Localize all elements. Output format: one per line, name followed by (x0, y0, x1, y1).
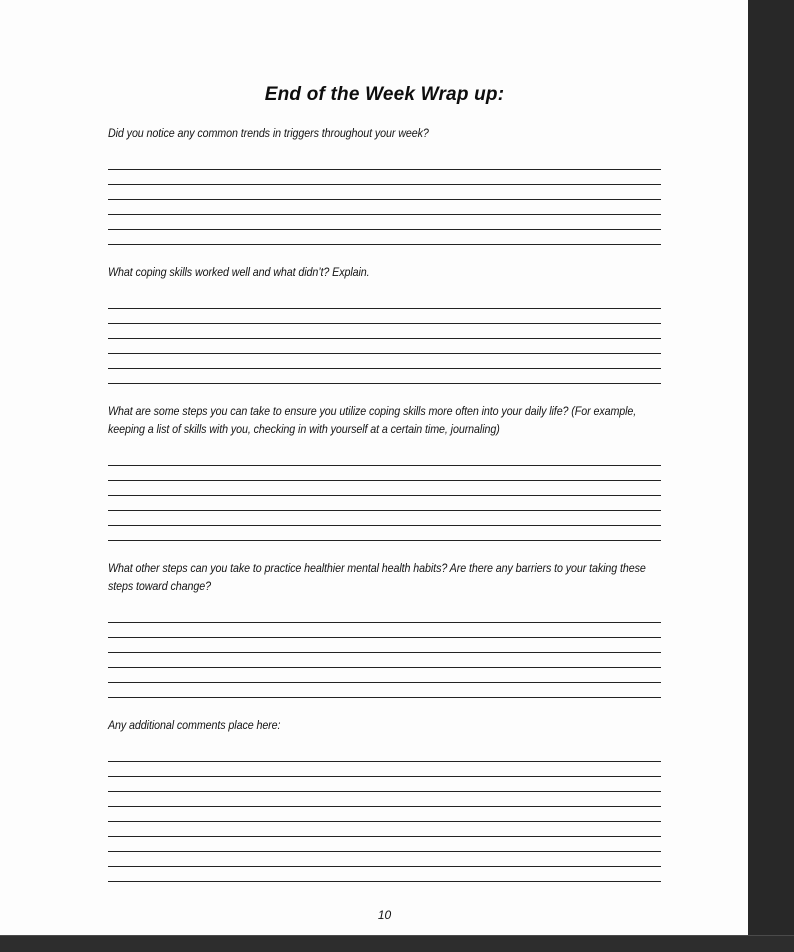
background-bottom-band (0, 935, 794, 952)
answer-writing-line (108, 230, 661, 245)
question-section (108, 402, 661, 541)
answer-writing-line (108, 606, 661, 623)
answer-lines (108, 745, 661, 882)
answer-lines (108, 449, 661, 541)
background-right-band (748, 0, 794, 951)
answer-writing-line (108, 215, 661, 230)
page-number: 10 (377, 908, 392, 922)
answer-writing-line (108, 668, 661, 683)
answer-writing-line (108, 867, 661, 882)
question-text: What other steps can you take to practice healthier mental health habits? Are there any barriers to your taking these steps toward change? (108, 561, 646, 593)
question-section (108, 124, 661, 245)
answer-writing-line (108, 623, 661, 638)
answer-writing-line (108, 481, 661, 496)
question-section (108, 263, 661, 384)
answer-writing-line (108, 170, 661, 185)
answer-writing-line (108, 762, 661, 777)
answer-writing-line (108, 653, 661, 668)
question-text: Any additional comments place here: (108, 718, 281, 732)
answer-writing-line (108, 822, 661, 837)
answer-writing-line (108, 526, 661, 541)
question-text: What coping skills worked well and what didn’t? Explain. (108, 265, 370, 279)
answer-lines (108, 606, 661, 698)
sections-container (108, 124, 661, 882)
answer-writing-line (108, 852, 661, 867)
answer-writing-line (108, 837, 661, 852)
answer-writing-line (108, 153, 661, 170)
answer-writing-line (108, 683, 661, 698)
answer-writing-line (108, 496, 661, 511)
answer-writing-line (108, 777, 661, 792)
answer-writing-line (108, 185, 661, 200)
answer-writing-line (108, 292, 661, 309)
answer-writing-line (108, 449, 661, 466)
answer-lines (108, 153, 661, 245)
answer-writing-line (108, 511, 661, 526)
answer-writing-line (108, 792, 661, 807)
answer-writing-line (108, 807, 661, 822)
answer-writing-line (108, 466, 661, 481)
question-section (108, 559, 661, 698)
page-content (108, 0, 661, 922)
question-text: What are some steps you can take to ensure you utilize coping skills more often into your daily life? (For example, keeping a list of skills with you, checking in with yourself at a certain time, journaling) (108, 404, 637, 436)
answer-writing-line (108, 339, 661, 354)
question-text: Did you notice any common trends in triggers throughout your week? (108, 126, 429, 140)
answer-writing-line (108, 309, 661, 324)
answer-writing-line (108, 324, 661, 339)
answer-writing-line (108, 369, 661, 384)
page-title: End of the Week Wrap up: (264, 84, 505, 105)
answer-writing-line (108, 745, 661, 762)
answer-writing-line (108, 200, 661, 215)
answer-lines (108, 292, 661, 384)
answer-writing-line (108, 638, 661, 653)
answer-writing-line (108, 354, 661, 369)
question-section (108, 716, 661, 882)
